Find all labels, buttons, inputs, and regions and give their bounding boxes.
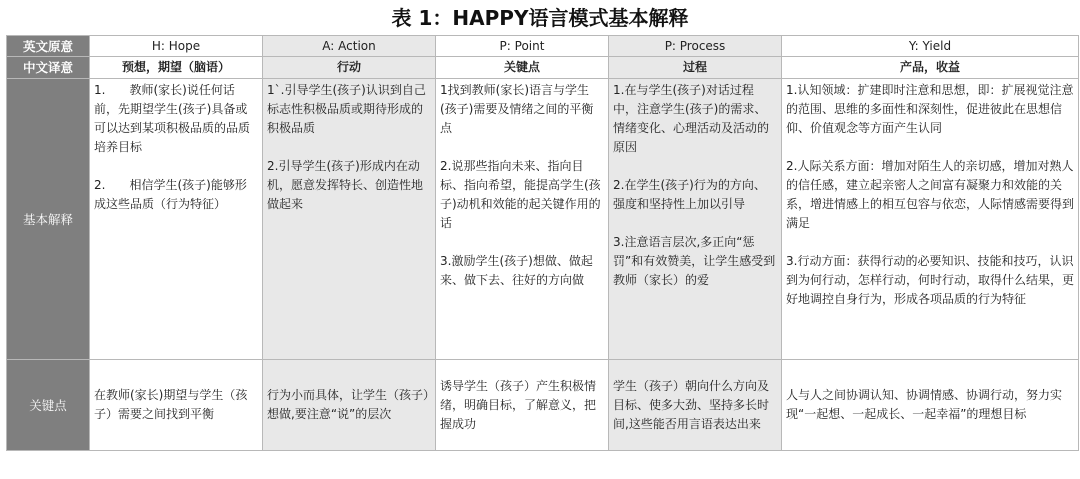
row-header-basic: 基本解释 [7,79,90,360]
basic-p2-item-3: 3.注意语言层次,多正向“惩罚”和有效赞美，让学生感受到教师（家长）的爱 [613,235,776,287]
cell-key-a [263,360,436,451]
basic-y-item-2: 2.人际关系方面：增加对陌生人的亲切感，增加对熟人的信任感，建立起亲密人之间富有凝聚力和效能的关系，增进情感上的相互包容与依恋，人际情感需要得到满足 [786,159,1075,230]
basic-a-item-2: 2.引导学生(孩子)形成内在动机，愿意发挥特长、创造性地做起来 [267,159,424,211]
cell-key-p1 [436,360,609,451]
key-p1-text: 诱导学生（孩子）产生积极情绪，明确目标，了解意义，把握成功 [440,378,597,431]
cell-english-p2: P: Process [609,36,782,57]
cell-key-h [90,360,263,451]
row-header-english: 英文原意 [7,36,90,57]
row-chinese [7,57,1079,79]
cell-chinese-p2: 过程 [609,57,782,79]
basic-a-item-1: 1`.引导学生(孩子)认识到自己标志性积极品质或期待形成的积极品质 [267,83,426,135]
key-a-text: 行为小而具体，让学生（孩子）想做,要注意“说”的层次 [267,388,430,421]
cell-english-p1: P: Point [436,36,609,57]
cell-english-h: H: Hope [90,36,263,57]
basic-p1-item-3: 3.激励学生(孩子)想做、做起来、做下去、往好的方向做 [440,254,593,287]
basic-p1-item-1: 1找到教师(家长)语言与学生(孩子)需要及情绪之间的平衡点 [440,83,594,135]
cell-chinese-a: 行动 [263,57,436,79]
happy-language-table [6,35,1079,451]
cell-basic-p1 [436,79,609,360]
cell-chinese-y: 产品，收益 [782,57,1079,79]
cell-key-p2 [609,360,782,451]
key-y-text: 人与人之间协调认知、协调情感、协调行动，努力实现“一起想、一起成长、一起幸福”的理想目标 [786,388,1063,421]
basic-p1-item-2: 2.说那些指向未来、指向目标、指向希望，能提高学生(孩子)动机和效能的起关键作用的话 [440,159,601,230]
cell-english-y: Y: Yield [782,36,1079,57]
cell-basic-h [90,79,263,360]
row-basic [7,79,1079,360]
cell-basic-y [782,79,1079,360]
cell-basic-p2 [609,79,782,360]
cell-key-y [782,360,1079,451]
row-key [7,360,1079,451]
cell-chinese-h: 预想，期望（脑语） [90,57,263,79]
basic-h-item-1: 1. 教师(家长)说任何话前，先期望学生(孩子)具备或可以达到某项积极品质的品质培养目标 [94,83,251,154]
key-p2-text: 学生（孩子）朝向什么方向及目标、使多大劲、坚持多长时间,这些能否用言语表达出来 [613,378,770,431]
row-header-key: 关键点 [7,360,90,451]
row-english [7,36,1079,57]
basic-y-item-3: 3.行动方面：获得行动的必要知识、技能和技巧，认识到为何行动，怎样行动，何时行动，取得什么结果，更好地调控自身行为，形成各项品质的行为特征 [786,254,1075,306]
key-h-text: 在教师(家长)期望与学生（孩子）需要之间找到平衡 [94,388,248,421]
basic-h-item-2: 2. 相信学生(孩子)能够形成这些品质（行为特征） [94,178,247,211]
basic-p2-item-2: 2.在学生(孩子)行为的方向、强度和坚持性上加以引导 [613,178,766,211]
basic-y-item-1: 1.认知领域：扩建即时注意和思想，即：扩展视觉注意的范围、思维的多面性和深刻性，促进彼此在思想信仰、价值观念等方面产生认同 [786,83,1074,135]
cell-basic-a [263,79,436,360]
cell-chinese-p1: 关键点 [436,57,609,79]
basic-p2-item-1: 1.在与学生(孩子)对话过程中，注意学生(孩子)的需求、情绪变化、心理活动及活动的原因 [613,83,770,154]
table-title: 表 1：HAPPY语言模式基本解释 [391,6,689,30]
row-header-chinese: 中文译意 [7,57,90,79]
cell-english-a: A: Action [263,36,436,57]
